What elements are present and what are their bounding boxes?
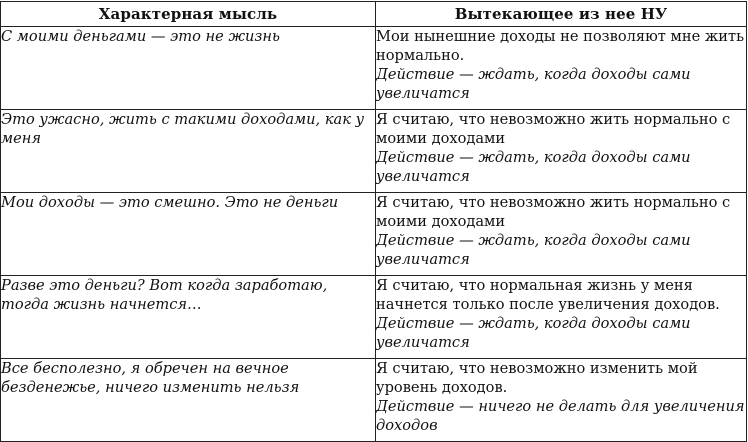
consequence-cell (376, 27, 747, 110)
table-row (1, 276, 747, 359)
consequence-cell (376, 359, 747, 442)
consequence-text: Я считаю, что нормальная жизнь у меня начнется только после увеличения доходов. (376, 277, 720, 313)
consequence-text: Я считаю, что невозможно жить нормально с моими доходами (376, 194, 731, 230)
action-text: Действие — ничего не делать для увеличения доходов (376, 398, 745, 434)
thought-cell (1, 193, 376, 276)
table-row (1, 193, 747, 276)
header-characteristic-thought: Характерная мысль (1, 2, 376, 27)
thought-text: Все бесполезно, я обречен на вечное безденежье, ничего изменить нельзя (1, 360, 300, 396)
thought-cell (1, 276, 376, 359)
thought-text: С моими деньгами — это не жизнь (1, 28, 280, 45)
consequence-cell (376, 276, 747, 359)
thought-cell (1, 110, 376, 193)
consequence-cell (376, 193, 747, 276)
table-header-row (1, 2, 747, 27)
header-resulting-belief: Вытекающее из нее НУ (376, 2, 747, 27)
action-text: Действие — ждать, когда доходы сами увеличатся (376, 315, 691, 351)
action-text: Действие — ждать, когда доходы сами увеличатся (376, 232, 691, 268)
thought-text: Разве это деньги? Вот когда заработаю, тогда жизнь начнется… (1, 277, 328, 313)
action-text: Действие — ждать, когда доходы сами увеличатся (376, 149, 691, 185)
thought-cell (1, 27, 376, 110)
consequence-cell (376, 110, 747, 193)
table-row (1, 110, 747, 193)
action-text: Действие — ждать, когда доходы сами увеличатся (376, 66, 691, 102)
table-row (1, 27, 747, 110)
thought-text: Мои доходы — это смешно. Это не деньги (1, 194, 339, 211)
consequence-text: Я считаю, что невозможно изменить мой уровень доходов. (376, 360, 698, 396)
thought-consequence-table (0, 1, 747, 442)
consequence-text: Я считаю, что невозможно жить нормально с моими доходами (376, 111, 731, 147)
table-row (1, 359, 747, 442)
thought-text: Это ужасно, жить с такими доходами, как у меня (1, 111, 365, 147)
thought-cell (1, 359, 376, 442)
consequence-text: Мои нынешние доходы не позволяют мне жить нормально. (376, 28, 745, 64)
